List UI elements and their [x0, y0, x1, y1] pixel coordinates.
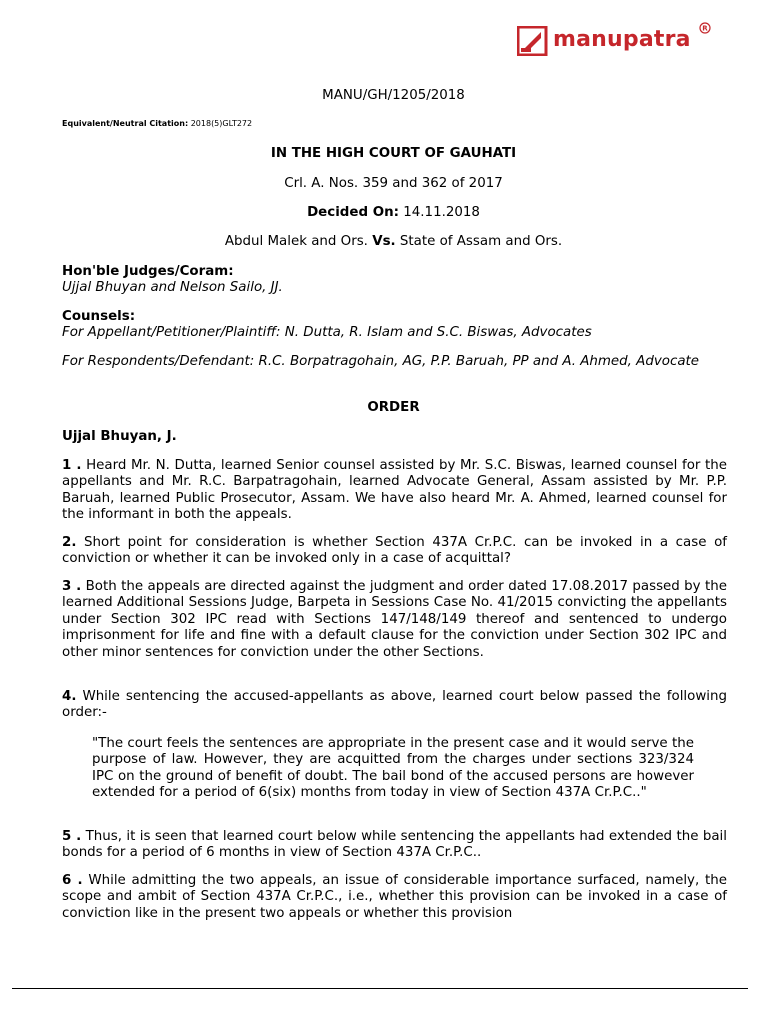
manupatra-logo — [517, 22, 713, 56]
equivalent-citation-value: 2018(5)GLT272 — [190, 119, 253, 128]
party-respondent: State of Assam and Ors. — [399, 234, 563, 249]
order-heading: ORDER — [367, 400, 420, 415]
paragraph-5 — [62, 829, 727, 862]
paragraph-text: Thus, it is seen that learned court below while sentencing the appellants had extended the bail bonds for a period of 6 months in view of Section 437A Cr.P.C.. — [62, 829, 727, 861]
manupatra-logo-icon — [517, 26, 549, 56]
paragraph-number: 5 . — [62, 829, 82, 844]
paragraph-3 — [62, 579, 727, 661]
parties — [60, 234, 727, 250]
coram-judges: Ujjal Bhuyan and Nelson Sailo, JJ. — [62, 280, 283, 295]
paragraph-text: While sentencing the accused-appellants as above, learned court below passed the following order:- — [62, 689, 727, 721]
coram-heading: Hon'ble Judges/Coram: — [62, 264, 234, 279]
court-name: IN THE HIGH COURT OF GAUHATI — [270, 146, 517, 161]
footer-divider — [12, 988, 748, 989]
order-author: Ujjal Bhuyan, J. — [62, 429, 177, 444]
equivalent-citation-label: Equivalent/Neutral Citation: — [62, 119, 189, 128]
block-quote: "The court feels the sentences are appropriate in the present case and it would serve the purpose of law. However, they are acquitted from the charges under sections 323/324 IPC on the ground of benefit of doubt. The bail bond of the accused persons are however extended for a period of 6(six) months from today in view of Section 437A Cr.P.C.." — [92, 736, 694, 801]
equivalent-citation — [62, 119, 727, 129]
decided-on-date: 14.11.2018 — [403, 205, 480, 220]
paragraph-text: Heard Mr. N. Dutta, learned Senior counsel assisted by Mr. S.C. Biswas, learned counsel for the appellants and Mr. R.C. Barpatragohain, learned Advocate General, Assam assisted by Mr. P.P. Baruah, learned Public Prosecutor, Assam. We have also heard Mr. A. Ahmed, learned counsel for the informant in both the appeals. — [62, 458, 727, 523]
paragraph-4 — [62, 689, 727, 722]
citation-number: MANU/GH/1205/2018 — [322, 88, 465, 103]
paragraph-2 — [62, 535, 727, 568]
paragraph-number: 1 . — [62, 458, 82, 473]
paragraph-6 — [62, 873, 727, 922]
paragraph-number: 3 . — [62, 579, 82, 594]
paragraph-number: 2. — [62, 535, 77, 550]
paragraph-number: 6 . — [62, 873, 83, 888]
paragraph-text: While admitting the two appeals, an issue of considerable importance surfaced, namely, the scope and ambit of Section 437A Cr.P.C., i.e., whether this provision can be invoked in a case of conviction like in the present two appeals or whether this provision — [62, 873, 727, 921]
case-numbers: Crl. A. Nos. 359 and 362 of 2017 — [284, 176, 503, 191]
versus-label: Vs. — [372, 234, 396, 249]
paragraph-1 — [62, 458, 727, 524]
brand-name: manupatra — [553, 27, 691, 52]
decided-on — [60, 205, 727, 221]
party-appellant: Abdul Malek and Ors. — [224, 234, 368, 249]
counsel-respondent: For Respondents/Defendant: R.C. Borpatragohain, AG, P.P. Baruah, PP and A. Ahmed, Advocate — [62, 354, 700, 369]
decided-on-label: Decided On: — [307, 205, 399, 220]
registered-trademark-icon — [699, 22, 711, 34]
counsels-heading: Counsels: — [62, 309, 136, 324]
paragraph-text: Short point for consideration is whether Section 437A Cr.P.C. can be invoked in a case of conviction or whether it can be invoked only in a case of acquittal? — [62, 535, 727, 567]
paragraph-text: Both the appeals are directed against the judgment and order dated 17.08.2017 passed by the learned Additional Sessions Judge, Barpeta in Sessions Case No. 41/2015 convicting the appellants under Section 302 IPC read with Sections 147/148/149 thereof and sentenced to undergo imprisonment for life and fine with a default clause for the conviction under Section 302 IPC and other minor sentences for conviction under the other Sections. — [62, 579, 727, 660]
svg-text:R: R — [702, 24, 708, 33]
counsel-appellant: For Appellant/Petitioner/Plaintiff: N. Dutta, R. Islam and S.C. Biswas, Advocates — [62, 325, 592, 340]
paragraph-number: 4. — [62, 689, 77, 704]
